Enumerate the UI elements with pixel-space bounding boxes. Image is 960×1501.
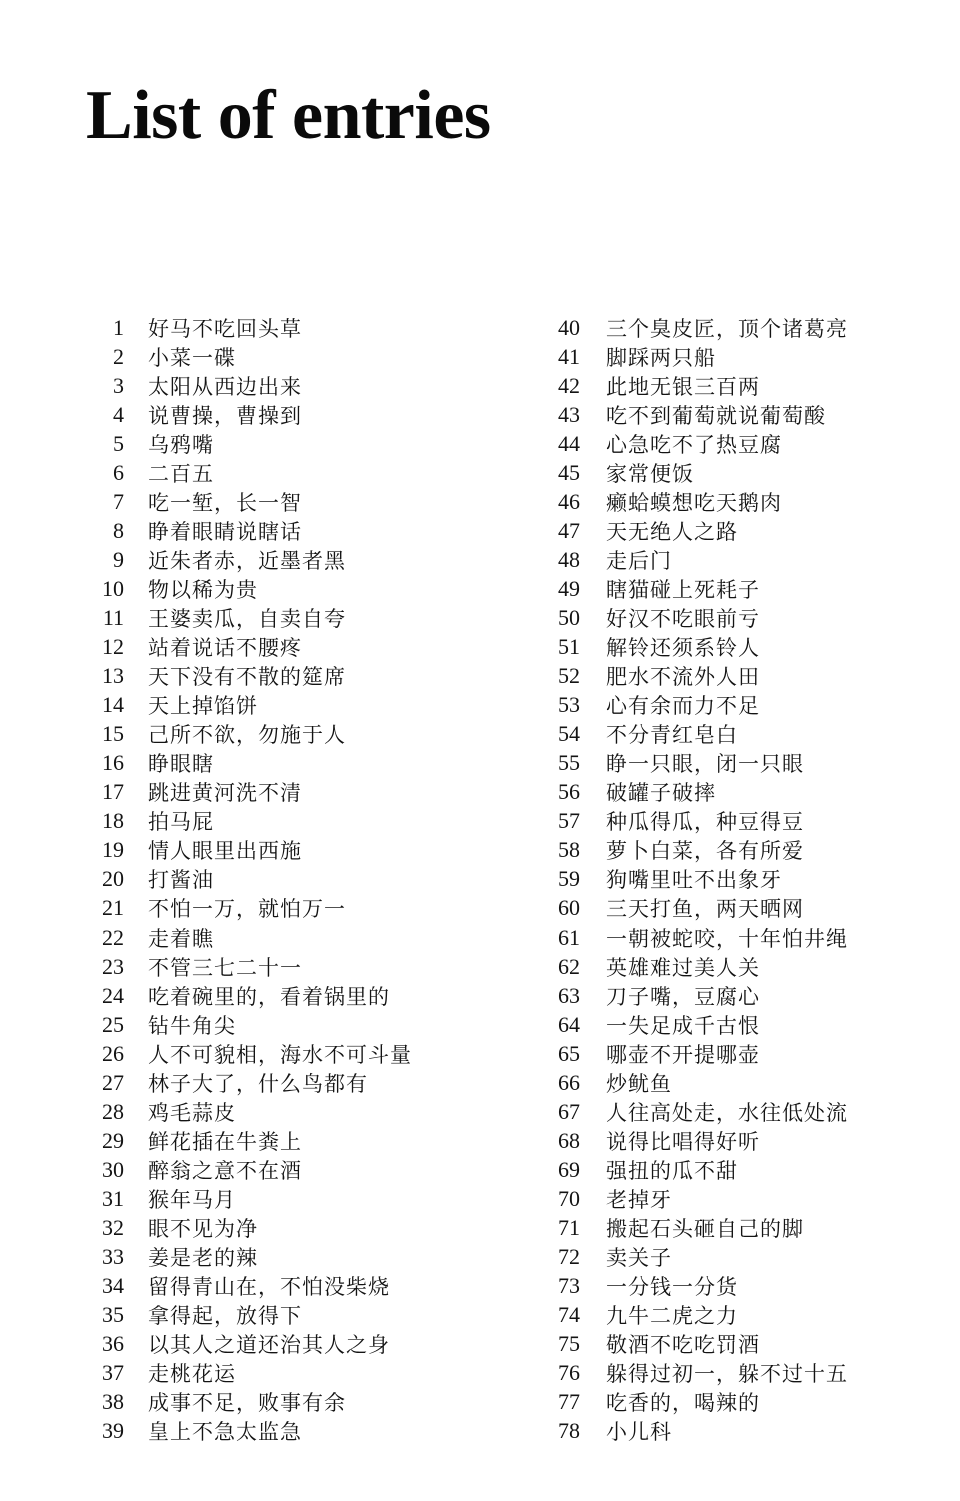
- list-item: [80, 952, 520, 981]
- entry-number: 58: [558, 837, 580, 863]
- entry-text: 刀子嘴，豆腐心: [606, 984, 760, 1009]
- list-item: [80, 1243, 520, 1272]
- entry-text: 卖关子: [606, 1246, 672, 1271]
- list-item: [532, 516, 952, 545]
- entry-number: 78: [558, 1418, 580, 1444]
- list-item: [532, 865, 952, 894]
- list-item: [80, 458, 520, 487]
- entry-text: 天下没有不散的筵席: [148, 665, 346, 690]
- entry-number: 8: [113, 517, 124, 543]
- list-item: [532, 691, 952, 720]
- entry-number: 22: [102, 924, 124, 950]
- entry-number: 9: [113, 546, 124, 572]
- list-item: [532, 1243, 952, 1272]
- list-item: [80, 662, 520, 691]
- entry-text: 成事不足，败事有余: [148, 1391, 346, 1416]
- list-item: [80, 1359, 520, 1388]
- entry-number: 50: [558, 604, 580, 630]
- entry-number: 44: [558, 430, 580, 456]
- entry-number: 71: [558, 1214, 580, 1240]
- entry-text: 此地无银三百两: [606, 374, 760, 399]
- entry-number: 35: [102, 1302, 124, 1328]
- entry-number: 67: [558, 1098, 580, 1124]
- entry-text: 猴年马月: [148, 1187, 236, 1212]
- list-item: [80, 1213, 520, 1242]
- entry-number: 23: [102, 953, 124, 979]
- entry-number: 75: [558, 1331, 580, 1357]
- list-item: [80, 400, 520, 429]
- entry-text: 近朱者赤，近墨者黑: [148, 548, 346, 573]
- entry-number: 4: [113, 401, 124, 427]
- entry-number: 15: [102, 721, 124, 747]
- entry-number: 43: [558, 401, 580, 427]
- entry-number: 51: [558, 634, 580, 660]
- entry-number: 73: [558, 1273, 580, 1299]
- entry-number: 63: [558, 982, 580, 1008]
- entry-text: 站着说话不腰疼: [148, 636, 302, 661]
- entry-number: 53: [558, 692, 580, 718]
- entry-list-right: [532, 313, 952, 1446]
- list-item: [80, 749, 520, 778]
- list-item: [532, 952, 952, 981]
- list-item: [80, 1097, 520, 1126]
- entry-text: 吃不到葡萄就说葡萄酸: [606, 403, 826, 428]
- list-item: [532, 1184, 952, 1213]
- entry-text: 睁眼瞎: [148, 752, 214, 777]
- entry-text: 天无绝人之路: [606, 519, 738, 544]
- entry-number: 60: [558, 895, 580, 921]
- entry-text: 瞎猫碰上死耗子: [606, 577, 760, 602]
- list-item: [80, 894, 520, 923]
- list-item: [532, 342, 952, 371]
- list-item: [80, 720, 520, 749]
- entry-number: 32: [102, 1214, 124, 1240]
- list-item: [532, 662, 952, 691]
- entry-text: 眼不见为净: [148, 1216, 258, 1241]
- list-item: [80, 691, 520, 720]
- entry-number: 65: [558, 1040, 580, 1066]
- entry-text: 吃一堑，长一智: [148, 490, 302, 515]
- list-item: [80, 1272, 520, 1301]
- entry-text: 老掉牙: [606, 1187, 672, 1212]
- entry-number: 18: [102, 808, 124, 834]
- entry-number: 74: [558, 1302, 580, 1328]
- entry-number: 3: [113, 372, 124, 398]
- entry-number: 17: [102, 779, 124, 805]
- list-item: [80, 1068, 520, 1097]
- entry-number: 57: [558, 808, 580, 834]
- entry-text: 种瓜得瓜，种豆得豆: [606, 810, 804, 835]
- entry-text: 姜是老的辣: [148, 1246, 258, 1271]
- entry-number: 40: [558, 314, 580, 340]
- list-item: [532, 603, 952, 632]
- entry-text: 小菜一碟: [148, 345, 236, 370]
- entry-text: 不怕一万，就怕万一: [148, 897, 346, 922]
- entry-number: 68: [558, 1127, 580, 1153]
- entry-number: 6: [113, 459, 124, 485]
- entry-text: 以其人之道还治其人之身: [148, 1333, 390, 1358]
- entry-number: 49: [558, 575, 580, 601]
- entry-text: 鲜花插在牛粪上: [148, 1129, 302, 1154]
- entry-number: 28: [102, 1098, 124, 1124]
- entry-number: 66: [558, 1069, 580, 1095]
- entry-number: 2: [113, 343, 124, 369]
- entry-text: 醉翁之意不在酒: [148, 1158, 302, 1183]
- list-item: [532, 1330, 952, 1359]
- entry-number: 59: [558, 866, 580, 892]
- entry-text: 一朝被蛇咬，十年怕井绳: [606, 926, 848, 951]
- entry-number: 14: [102, 692, 124, 718]
- list-item: [532, 1039, 952, 1068]
- list-item: [532, 429, 952, 458]
- entry-text: 强扭的瓜不甜: [606, 1158, 738, 1183]
- entry-number: 47: [558, 517, 580, 543]
- entry-number: 29: [102, 1127, 124, 1153]
- entry-number: 76: [558, 1360, 580, 1386]
- entry-number: 13: [102, 663, 124, 689]
- entry-text: 太阳从西边出来: [148, 374, 302, 399]
- list-item: [80, 545, 520, 574]
- entry-number: 42: [558, 372, 580, 398]
- entry-text: 说得比唱得好听: [606, 1129, 760, 1154]
- entry-text: 癞蛤蟆想吃天鹅肉: [606, 490, 782, 515]
- list-item: [532, 313, 952, 342]
- entry-number: 46: [558, 488, 580, 514]
- entry-number: 10: [102, 575, 124, 601]
- list-item: [80, 313, 520, 342]
- entry-text: 萝卜白菜，各有所爱: [606, 839, 804, 864]
- list-item: [532, 1097, 952, 1126]
- entry-text: 心有余而力不足: [606, 694, 760, 719]
- entry-text: 鸡毛蒜皮: [148, 1100, 236, 1125]
- entry-text: 睁一只眼，闭一只眼: [606, 752, 804, 777]
- list-item: [532, 487, 952, 516]
- entry-text: 三个臭皮匠，顶个诸葛亮: [606, 316, 848, 341]
- entry-text: 王婆卖瓜，自卖自夸: [148, 607, 346, 631]
- list-item: [80, 1388, 520, 1417]
- list-item: [532, 749, 952, 778]
- entry-number: 34: [102, 1273, 124, 1299]
- list-item: [80, 923, 520, 952]
- entry-number: 19: [102, 837, 124, 863]
- entry-text: 一分钱一分货: [606, 1275, 738, 1300]
- entry-text: 人不可貌相，海水不可斗量: [148, 1042, 412, 1067]
- entry-number: 21: [102, 895, 124, 921]
- list-item: [532, 1388, 952, 1417]
- entry-text: 说曹操，曹操到: [148, 403, 302, 428]
- entry-text: 打酱油: [148, 868, 214, 893]
- list-item: [80, 487, 520, 516]
- entry-text: 天上掉馅饼: [148, 694, 258, 719]
- entry-text: 乌鸦嘴: [148, 432, 214, 457]
- entry-number: 70: [558, 1185, 580, 1211]
- list-item: [80, 1301, 520, 1330]
- entry-text: 三天打鱼，两天晒网: [606, 897, 804, 922]
- entry-text: 跳进黄河洗不清: [148, 781, 302, 806]
- entry-text: 搬起石头砸自己的脚: [606, 1216, 804, 1241]
- list-item: [80, 865, 520, 894]
- entry-number: 27: [102, 1069, 124, 1095]
- entry-text: 解铃还须系铃人: [606, 636, 760, 661]
- list-item: [80, 778, 520, 807]
- entry-text: 林子大了，什么鸟都有: [148, 1071, 368, 1096]
- entry-list-left: [80, 313, 520, 1446]
- entry-text: 拍马屁: [148, 810, 214, 835]
- entry-text: 不分青红皂白: [606, 723, 738, 748]
- entry-number: 69: [558, 1156, 580, 1182]
- entry-number: 16: [102, 750, 124, 776]
- list-item: [80, 1184, 520, 1213]
- entry-text: 狗嘴里吐不出象牙: [606, 868, 782, 893]
- list-item: [532, 371, 952, 400]
- list-item: [532, 574, 952, 603]
- entry-text: 脚踩两只船: [606, 345, 716, 370]
- entry-text: 好汉不吃眼前亏: [606, 607, 760, 631]
- list-item: [532, 807, 952, 836]
- entry-number: 64: [558, 1011, 580, 1037]
- list-item: [80, 1126, 520, 1155]
- list-item: [532, 1213, 952, 1242]
- list-item: [80, 633, 520, 662]
- entry-number: 24: [102, 982, 124, 1008]
- entry-number: 25: [102, 1011, 124, 1037]
- entry-text: 吃香的，喝辣的: [606, 1391, 760, 1416]
- entry-number: 61: [558, 924, 580, 950]
- entry-text: 九牛二虎之力: [606, 1304, 738, 1329]
- entry-number: 7: [113, 488, 124, 514]
- entry-number: 52: [558, 663, 580, 689]
- entry-number: 26: [102, 1040, 124, 1066]
- entry-text: 二百五: [148, 461, 214, 486]
- list-item: [80, 371, 520, 400]
- entry-number: 20: [102, 866, 124, 892]
- entry-number: 55: [558, 750, 580, 776]
- entry-number: 1: [113, 314, 124, 340]
- list-item: [532, 458, 952, 487]
- entry-number: 62: [558, 953, 580, 979]
- entry-text: 走着瞧: [148, 926, 214, 951]
- entry-text: 物以稀为贵: [148, 577, 258, 602]
- list-item: [532, 400, 952, 429]
- list-item: [80, 1330, 520, 1359]
- list-item: [532, 1010, 952, 1039]
- entry-text: 破罐子破摔: [606, 781, 716, 806]
- entry-text: 哪壶不开提哪壶: [606, 1042, 760, 1067]
- entry-text: 家常便饭: [606, 461, 694, 486]
- entry-text: 英雄难过美人关: [606, 955, 760, 980]
- list-item: [532, 778, 952, 807]
- entry-number: 12: [102, 634, 124, 660]
- entry-number: 54: [558, 721, 580, 747]
- entry-text: 一失足成千古恨: [606, 1013, 760, 1038]
- entry-number: 5: [113, 430, 124, 456]
- list-item: [532, 1126, 952, 1155]
- entry-text: 心急吃不了热豆腐: [606, 432, 782, 457]
- entry-text: 留得青山在，不怕没柴烧: [148, 1275, 390, 1300]
- list-item: [80, 1039, 520, 1068]
- entry-text: 情人眼里出西施: [148, 839, 302, 864]
- list-item: [532, 720, 952, 749]
- entry-text: 炒鱿鱼: [606, 1071, 672, 1096]
- entry-text: 好马不吃回头草: [148, 316, 302, 341]
- list-item: [532, 923, 952, 952]
- entry-text: 走桃花运: [148, 1362, 236, 1387]
- entry-number: 56: [558, 779, 580, 805]
- list-item: [80, 836, 520, 865]
- list-item: [532, 633, 952, 662]
- list-item: [80, 1010, 520, 1039]
- list-item: [80, 1417, 520, 1446]
- list-item: [532, 1068, 952, 1097]
- list-item: [532, 545, 952, 574]
- entry-number: 37: [102, 1360, 124, 1386]
- entry-text: 小儿科: [606, 1420, 672, 1445]
- entry-text: 己所不欲，勿施于人: [148, 723, 346, 748]
- list-item: [80, 603, 520, 632]
- list-item: [532, 1359, 952, 1388]
- list-item: [532, 894, 952, 923]
- list-item: [532, 1272, 952, 1301]
- entry-text: 肥水不流外人田: [606, 665, 760, 690]
- entry-number: 11: [102, 604, 124, 630]
- entry-number: 72: [558, 1244, 580, 1270]
- entry-number: 30: [102, 1156, 124, 1182]
- list-item: [80, 429, 520, 458]
- list-item: [80, 1155, 520, 1184]
- entry-text: 睁着眼睛说瞎话: [148, 519, 302, 544]
- list-item: [532, 836, 952, 865]
- list-item: [80, 807, 520, 836]
- list-item: [532, 1155, 952, 1184]
- entry-number: 36: [102, 1331, 124, 1357]
- entry-text: 吃着碗里的，看着锅里的: [148, 984, 390, 1009]
- list-item: [532, 981, 952, 1010]
- entry-number: 31: [102, 1185, 124, 1211]
- entry-text: 人往高处走，水往低处流: [606, 1100, 848, 1125]
- entry-text: 躲得过初一，躲不过十五: [606, 1362, 848, 1387]
- list-item: [532, 1301, 952, 1330]
- entry-number: 33: [102, 1244, 124, 1270]
- entry-number: 45: [558, 459, 580, 485]
- list-item: [80, 342, 520, 371]
- entry-number: 48: [558, 546, 580, 572]
- list-item: [80, 981, 520, 1010]
- entry-number: 41: [558, 343, 580, 369]
- list-item: [80, 516, 520, 545]
- list-item: [80, 574, 520, 603]
- entry-text: 不管三七二十一: [148, 955, 302, 980]
- entry-text: 走后门: [606, 548, 672, 573]
- entry-text: 拿得起，放得下: [148, 1304, 302, 1329]
- list-item: [532, 1417, 952, 1446]
- entry-text: 敬酒不吃吃罚酒: [606, 1333, 760, 1358]
- entry-number: 38: [102, 1389, 124, 1415]
- entry-text: 钻牛角尖: [148, 1013, 236, 1038]
- entry-number: 39: [102, 1418, 124, 1444]
- entry-text: 皇上不急太监急: [148, 1420, 302, 1445]
- page-title: List of entries: [86, 77, 491, 154]
- entry-number: 77: [558, 1389, 580, 1415]
